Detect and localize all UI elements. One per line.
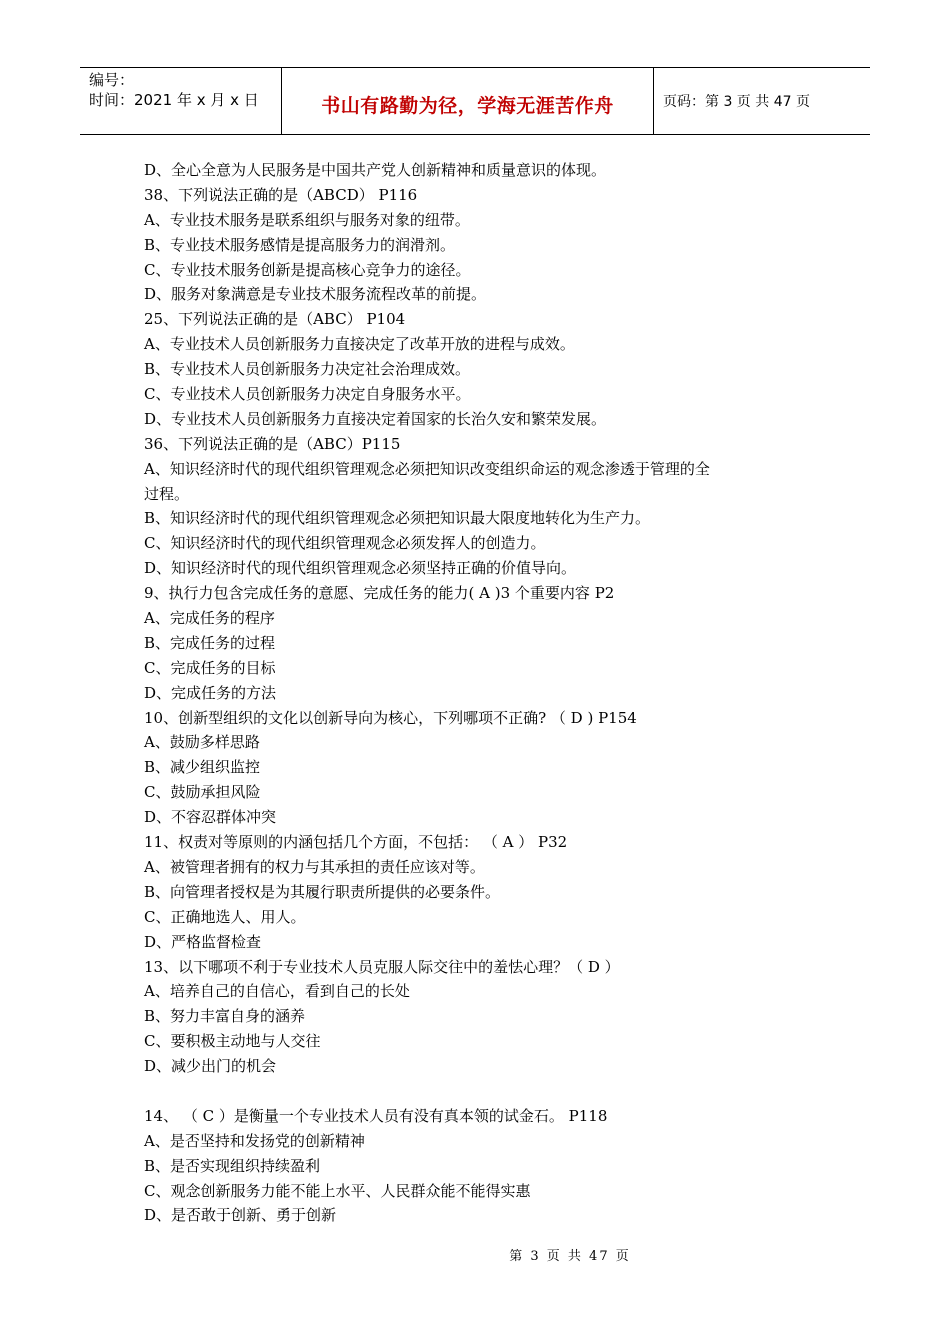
text-line: C、专业技术人员创新服务力决定自身服务水平。: [144, 385, 471, 404]
text-line: A、被管理者拥有的权力与其承担的责任应该对等。: [144, 857, 485, 876]
text-line: D、全心全意为人民服务是中国共产党人创新精神和质量意识的体现。: [144, 161, 607, 179]
text-line: B、向管理者授权是为其履行职责所提供的必要条件。: [144, 882, 501, 901]
text-line: 14、 （ C ）是衡量一个专业技术人员有没有真本领的试金石。 P118: [144, 1106, 608, 1125]
text-line: C、要积极主动地与人交往: [144, 1032, 321, 1051]
header-page-info: 页码：第 3 页 共 47 页: [663, 94, 810, 110]
text-line: D、减少出门的机会: [144, 1057, 277, 1076]
text-line: 11、权责对等原则的内涵包括几个方面，不包括： （ A ） P32: [144, 833, 568, 852]
text-line: 13、以下哪项不利于专业技术人员克服人际交往中的羞怯心理？（ D ）: [144, 957, 620, 976]
text-line: D、完成任务的方法: [144, 683, 277, 702]
header-motto-cell: [282, 68, 654, 134]
text-line: A、是否坚持和发扬党的创新精神: [144, 1131, 365, 1150]
header-meta-cell: [80, 68, 282, 134]
text-line: D、是否敢于创新、勇于创新: [144, 1206, 337, 1225]
text-line: 过程。: [144, 484, 190, 503]
text-line: C、正确地选人、用人。: [144, 907, 306, 926]
text-line: A、知识经济时代的现代组织管理观念必须把知识改变组织命运的观念渗透于管理的全: [144, 459, 710, 478]
text-line: A、完成任务的程序: [144, 609, 275, 628]
text-line: D、不容忍群体冲突: [144, 808, 277, 827]
text-line: D、服务对象满意是专业技术服务流程改革的前提。: [144, 285, 487, 304]
text-line: 25、下列说法正确的是（ABC） P104: [144, 310, 406, 329]
text-line: D、知识经济时代的现代组织管理观念必须坚持正确的价值导向。: [144, 559, 577, 578]
document-body: [144, 158, 794, 1228]
text-line: B、专业技术服务感情是提高服务力的润滑剂。: [144, 235, 456, 254]
text-line: 38、下列说法正确的是（ABCD） P116: [144, 185, 418, 204]
text-line: 10、创新型组织的文化以创新导向为核心，下列哪项不正确? （ D ) P154: [144, 708, 637, 727]
text-line: D、严格监督检查: [144, 932, 262, 951]
header-motto: 书山有路勤为径，学海无涯苦作舟: [321, 94, 614, 117]
text-line: 36、下列说法正确的是（ABC）P115: [144, 434, 401, 453]
text-line: B、减少组织监控: [144, 758, 261, 777]
text-line: C、知识经济时代的现代组织管理观念必须发挥人的创造力。: [144, 534, 546, 553]
text-line: A、专业技术人员创新服务力直接决定了改革开放的进程与成效。: [144, 335, 575, 354]
text-line: C、专业技术服务创新是提高核心竞争力的途径。: [144, 260, 471, 279]
text-line: A、培养自己的自信心，看到自己的长处: [144, 982, 410, 1001]
text-line: [144, 1079, 794, 1104]
text-line: D、专业技术人员创新服务力直接决定着国家的长治久安和繁荣发展。: [144, 409, 607, 428]
header-page-cell: [654, 68, 870, 134]
document-number-label: 编号：: [89, 71, 135, 89]
text-line: B、完成任务的过程: [144, 633, 276, 652]
text-line: A、鼓励多样思路: [144, 733, 260, 752]
page-footer: 第 3 页 共 47 页: [509, 1249, 631, 1264]
text-line: 9、执行力包含完成任务的意愿、完成任务的能力( A )3 个重要内容 P2: [144, 584, 615, 603]
text-line: C、完成任务的目标: [144, 658, 276, 677]
text-line: B、知识经济时代的现代组织管理观念必须把知识最大限度地转化为生产力。: [144, 509, 651, 528]
text-line: C、观念创新服务力能不能上水平、人民群众能不能得实惠: [144, 1181, 531, 1200]
text-line: A、专业技术服务是联系组织与服务对象的纽带。: [144, 210, 470, 229]
page-header: [80, 67, 870, 135]
text-line: C、鼓励承担风险: [144, 783, 261, 802]
text-line: B、努力丰富自身的涵养: [144, 1007, 306, 1026]
text-line: B、专业技术人员创新服务力决定社会治理成效。: [144, 360, 471, 379]
document-time-label: 时间：2021 年 x 月 x 日: [89, 91, 259, 109]
text-line: B、是否实现组织持续盈利: [144, 1156, 321, 1175]
